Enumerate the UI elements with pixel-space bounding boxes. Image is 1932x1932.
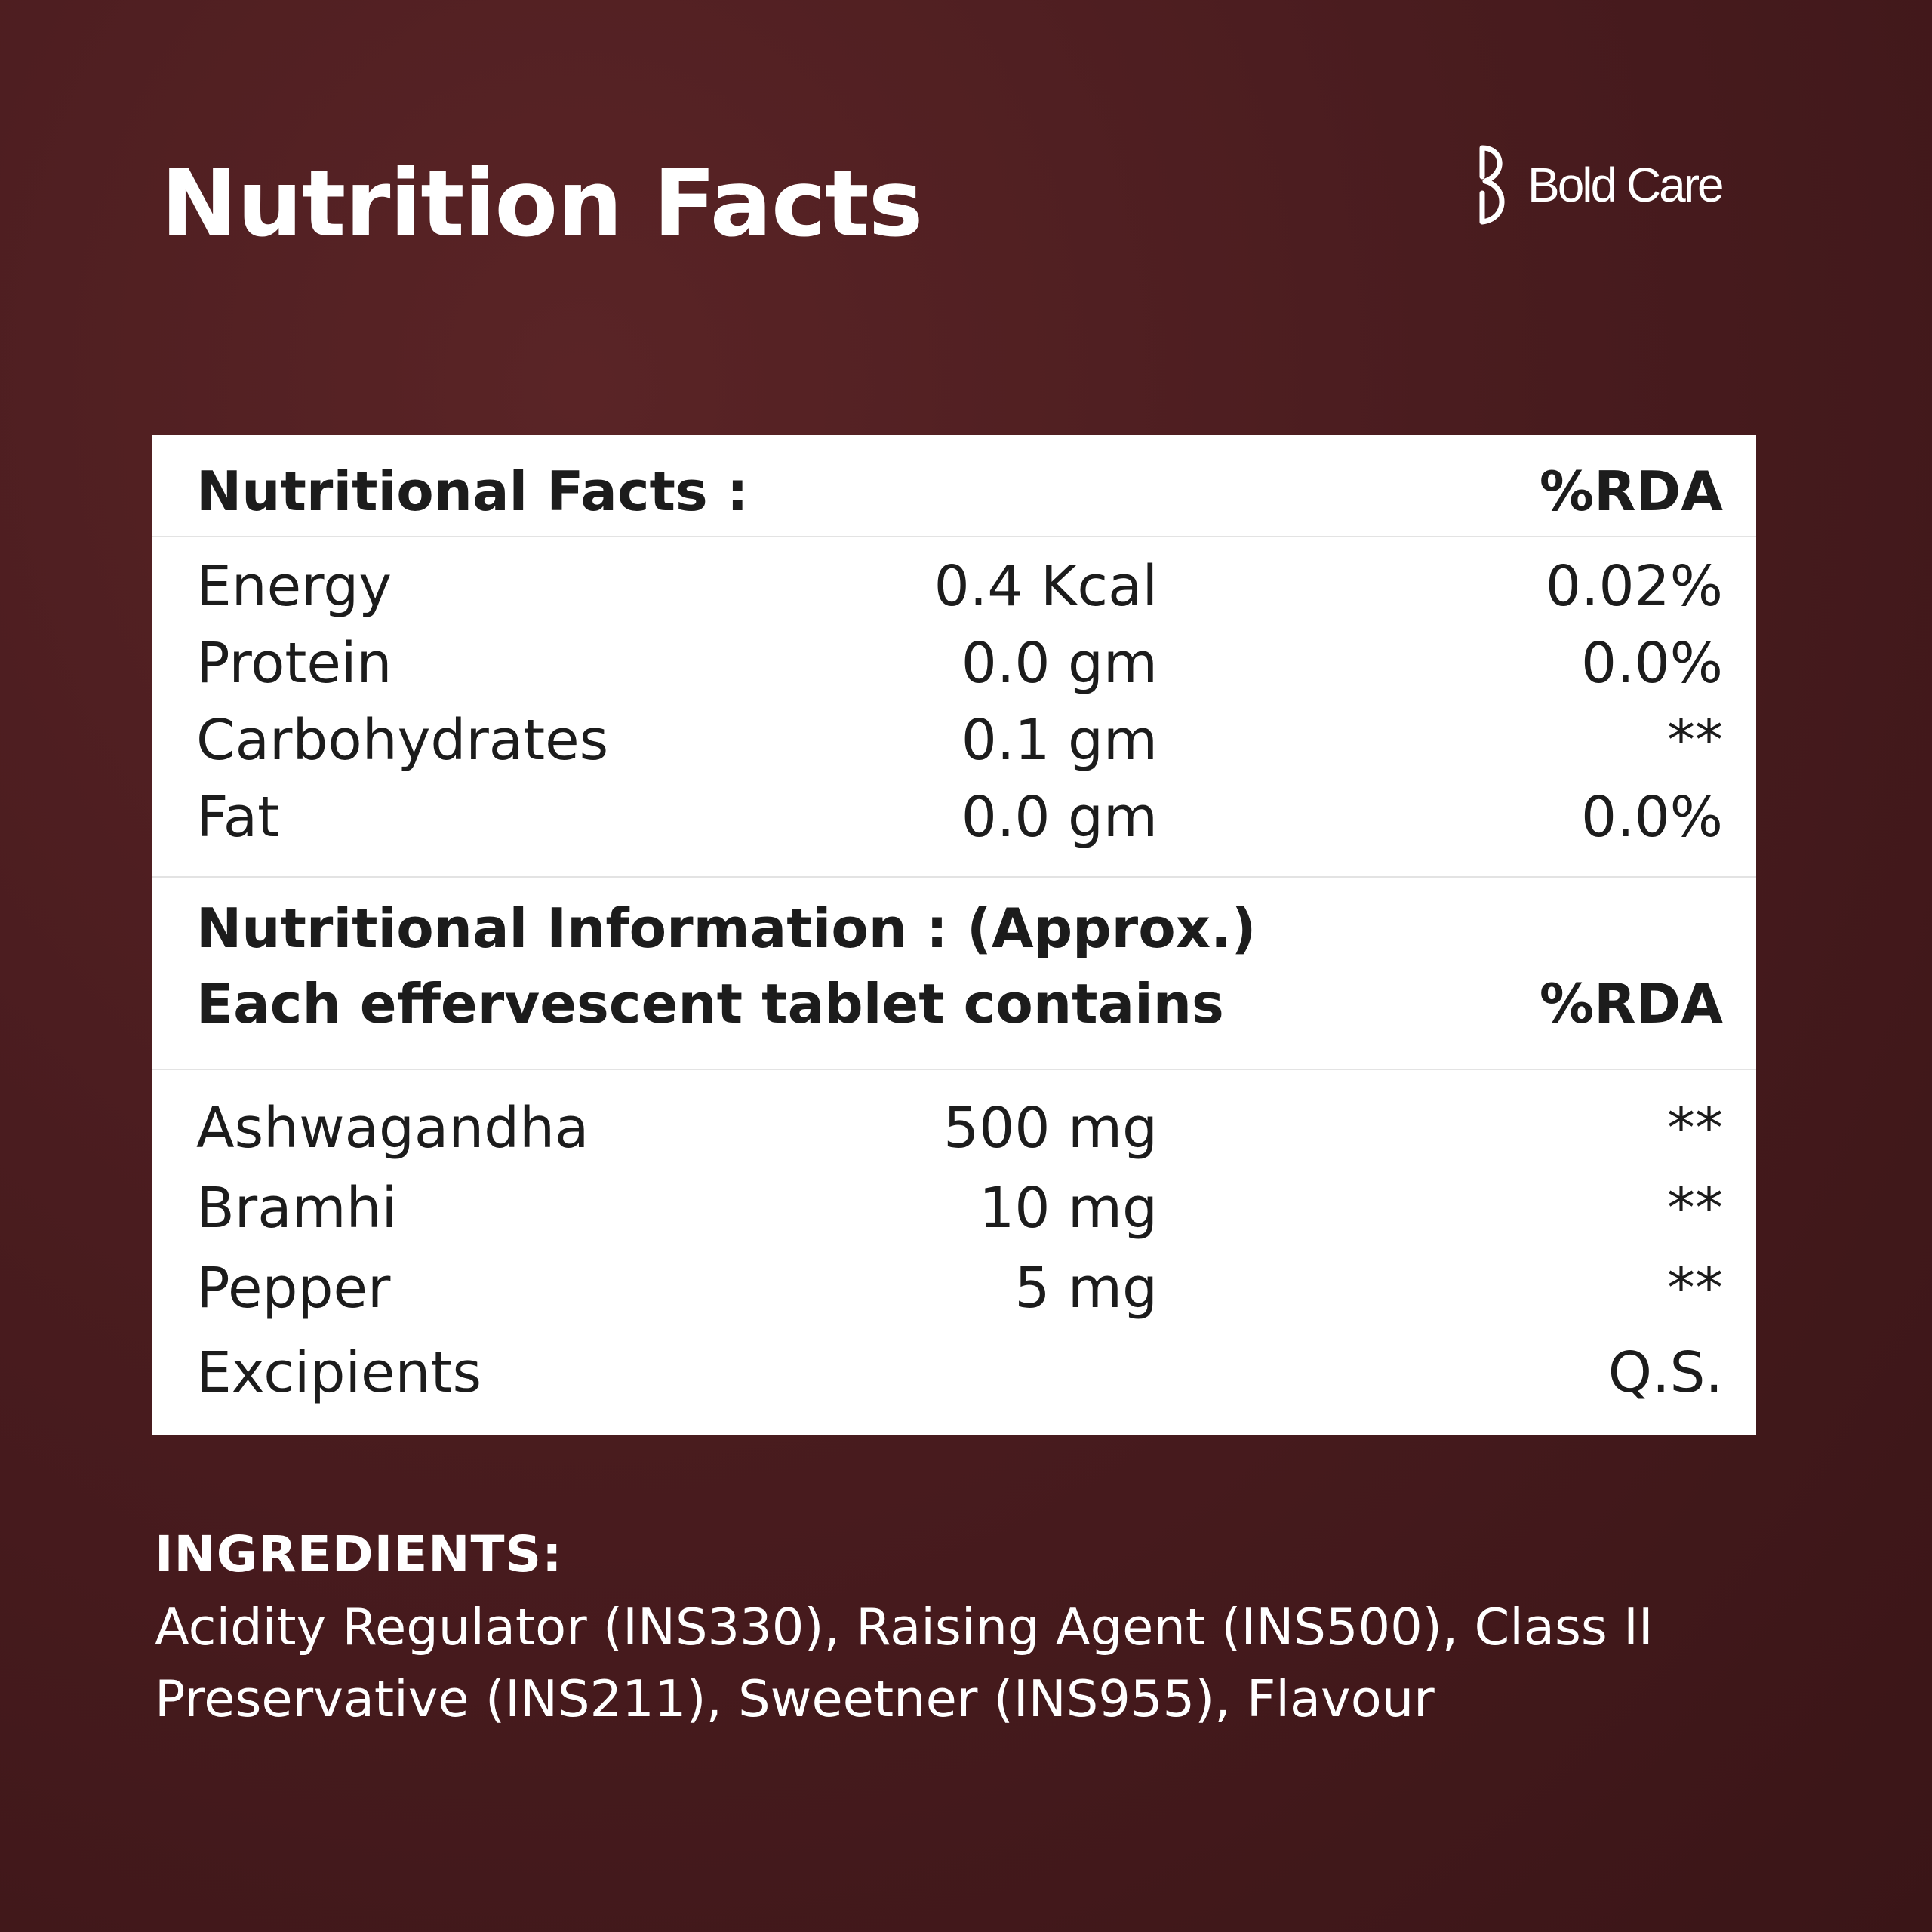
table-row (196, 702, 1723, 779)
section-subheader (196, 966, 1723, 1041)
table-row (196, 548, 1723, 625)
nutrient-name: Fat (196, 785, 280, 850)
nutrient-rda: 0.0% (1581, 785, 1723, 850)
nutrient-amount: 0.4 Kcal (934, 554, 1158, 619)
ingredient-amount: 10 mg (979, 1176, 1158, 1241)
nutrient-name: Protein (196, 631, 392, 696)
ingredient-amount: 5 mg (1014, 1256, 1158, 1321)
page-title: Nutrition Facts (161, 150, 923, 257)
nutrient-rda: ** (1667, 708, 1723, 773)
table-row (196, 1333, 1723, 1413)
nutrient-amount: 0.0 gm (961, 785, 1158, 850)
section-heading: Nutritional Information : (Approx.) (196, 897, 1257, 960)
rda-header: %RDA (1539, 972, 1723, 1035)
ingredient-rda: ** (1667, 1256, 1723, 1321)
ingredient-name: Excipients (196, 1340, 482, 1405)
nutrient-rda: 0.02% (1545, 554, 1723, 619)
ingredient-name: Pepper (196, 1256, 391, 1321)
table-row (196, 1088, 1723, 1168)
nutrient-name: Energy (196, 554, 392, 619)
nutrition-table (152, 435, 1756, 1435)
section-subheading: Each effervescent tablet contains (196, 972, 1224, 1035)
table-row (196, 625, 1723, 702)
table-row (196, 1248, 1723, 1328)
ingredient-name: Ashwagandha (196, 1096, 589, 1161)
nutrient-amount: 0.0 gm (961, 631, 1158, 696)
ingredient-rda: ** (1667, 1096, 1723, 1161)
ingredients-title: INGREDIENTS: (155, 1525, 563, 1583)
divider (152, 876, 1756, 878)
ingredients-line: Acidity Regulator (INS330), Raising Agent (INS500), Class II (155, 1598, 1654, 1657)
brand (1478, 143, 1722, 226)
brand-name: Bold Care (1527, 158, 1722, 212)
section-header-nutritional-information (196, 891, 1723, 966)
divider (152, 536, 1756, 537)
ingredients-section (155, 1521, 1815, 1735)
ingredients-line: Preservative (INS211), Sweetner (INS955), Flavour (155, 1669, 1435, 1728)
bold-care-logo-icon (1478, 143, 1511, 226)
ingredient-rda: Q.S. (1607, 1340, 1723, 1405)
nutrient-rda: 0.0% (1581, 631, 1723, 696)
nutrient-name: Carbohydrates (196, 708, 609, 773)
section-header-nutritional-facts (196, 454, 1723, 529)
rda-header: %RDA (1539, 460, 1723, 523)
section-heading: Nutritional Facts : (196, 460, 749, 523)
ingredient-amount: 500 mg (943, 1096, 1158, 1161)
divider (152, 1069, 1756, 1070)
ingredient-name: Bramhi (196, 1176, 398, 1241)
table-row (196, 1168, 1723, 1248)
ingredient-rda: ** (1667, 1176, 1723, 1241)
ingredients-text (155, 1592, 1815, 1735)
nutrient-amount: 0.1 gm (961, 708, 1158, 773)
table-row (196, 779, 1723, 856)
